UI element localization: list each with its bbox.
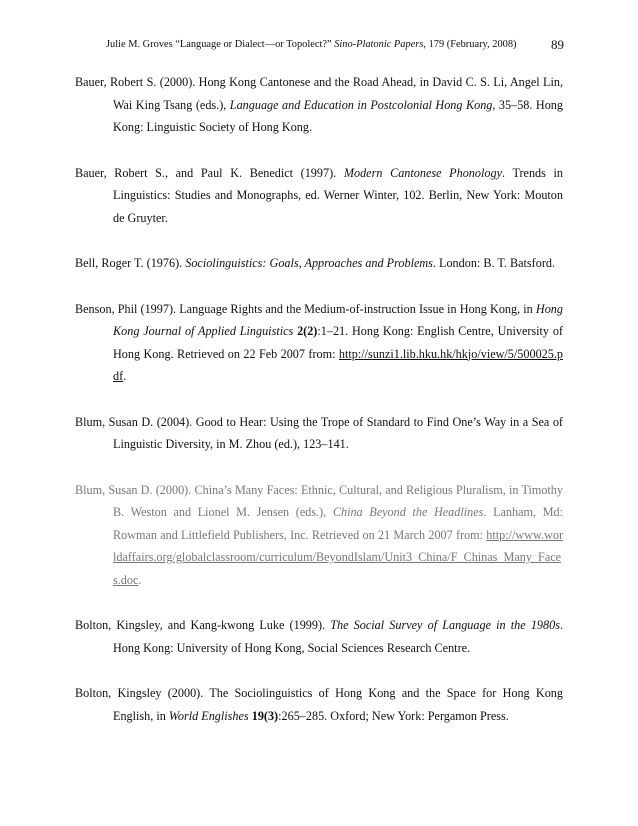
- reference-text: Bolton, Kingsley (2000). The Sociolinguistics of Hong Kong and the Space for Hong Kong English, in: [75, 686, 563, 723]
- header-journal: Sino-Platonic Papers: [334, 39, 424, 50]
- reference-text: . Hong Kong: University of Hong Kong, Social Sciences Research Centre.: [113, 618, 563, 655]
- reference-entry: [75, 71, 563, 139]
- header-citation: [106, 39, 516, 50]
- reference-title: Modern Cantonese Phonology: [343, 165, 502, 180]
- reference-text: Benson, Phil (1997). Language Rights and the Medium-of-instruction Issue in Hong Kong, in: [75, 301, 536, 316]
- reference-entry: [75, 162, 563, 230]
- reference-text: .: [123, 369, 127, 383]
- reference-entry: [75, 252, 563, 275]
- reference-volume: 2(2): [297, 324, 318, 338]
- reference-journal: World Englishes: [168, 708, 249, 723]
- reference-url-link[interactable]: http://www.worldaffairs.org/globalclassroom/curriculum/BeyondIslam/Unit3_China/F_Chinas_Many_Faces.doc: [113, 527, 563, 587]
- reference-list: [75, 71, 563, 750]
- reference-title: Language and Education in Postcolonial Hong Kong: [229, 97, 493, 112]
- reference-text: . Trends in Linguistics: Studies and Monographs, ed. Werner Winter, 102. Berlin, New York: Mouton de Gruyter.: [113, 165, 563, 225]
- reference-text: Bauer, Robert S. (2000). Hong Kong Cantonese and the Road Ahead, in David C. S. Li, Angel Lin, Wai King Tsang (eds.),: [75, 75, 563, 112]
- reference-url-link[interactable]: http://sunzi1.lib.hku.hk/hkjo/view/5/500025.pdf: [113, 346, 563, 383]
- reference-title: China Beyond the Headlines: [332, 505, 484, 519]
- header-issue: , 179 (February, 2008): [423, 39, 517, 50]
- reference-text: Bell, Roger T. (1976).: [75, 256, 186, 270]
- header-title: “Language or Dialect—or Topolect?”: [172, 39, 335, 50]
- reference-text: :265–285. Oxford; New York: Pergamon Press.: [278, 708, 509, 723]
- reference-text: Blum, Susan D. (2004). Good to Hear: Using the Trope of Standard to Find One’s Way in a Sea of Linguistic Diversity, in M. Zhou (ed.), 123–141.: [75, 414, 563, 451]
- reference-text: . Lanham, Md: Rowman and Littlefield Publishers, Inc. Retrieved on 21 March 2007 from:: [113, 505, 564, 542]
- reference-title: The Social Survey of Language in the 1980s: [330, 618, 560, 632]
- reference-entry: [75, 614, 563, 659]
- reference-volume: 19(3): [251, 708, 279, 723]
- reference-entry: [75, 411, 563, 456]
- reference-text: , 35–58. Hong Kong: Linguistic Society of Hong Kong.: [113, 97, 563, 134]
- reference-journal: Hong Kong Journal of Applied Linguistics: [113, 301, 563, 338]
- reference-text: Bolton, Kingsley, and Kang-kwong Luke (1999).: [75, 618, 331, 632]
- reference-text: .: [138, 572, 142, 587]
- reference-text: :1–21. Hong Kong: English Centre, University of Hong Kong. Retrieved on 22 Feb 2007 from:: [113, 324, 563, 361]
- reference-text: . London: B. T. Batsford.: [432, 256, 556, 270]
- reference-text: Bauer, Robert S., and Paul K. Benedict (1997).: [75, 165, 344, 180]
- header-author: Julie M. Groves: [106, 39, 173, 50]
- reference-entry: [75, 298, 563, 388]
- running-header: [0, 37, 638, 57]
- reference-entry: [75, 479, 563, 592]
- reference-entry: [75, 682, 563, 727]
- page-number: 89: [551, 37, 564, 52]
- reference-title: Sociolinguistics: Goals, Approaches and Problems: [185, 256, 433, 270]
- reference-text: Blum, Susan D. (2000). China’s Many Faces: Ethnic, Cultural, and Religious Pluralism, in Timothy B. Weston and Lionel M. Jensen (eds.),: [75, 482, 563, 519]
